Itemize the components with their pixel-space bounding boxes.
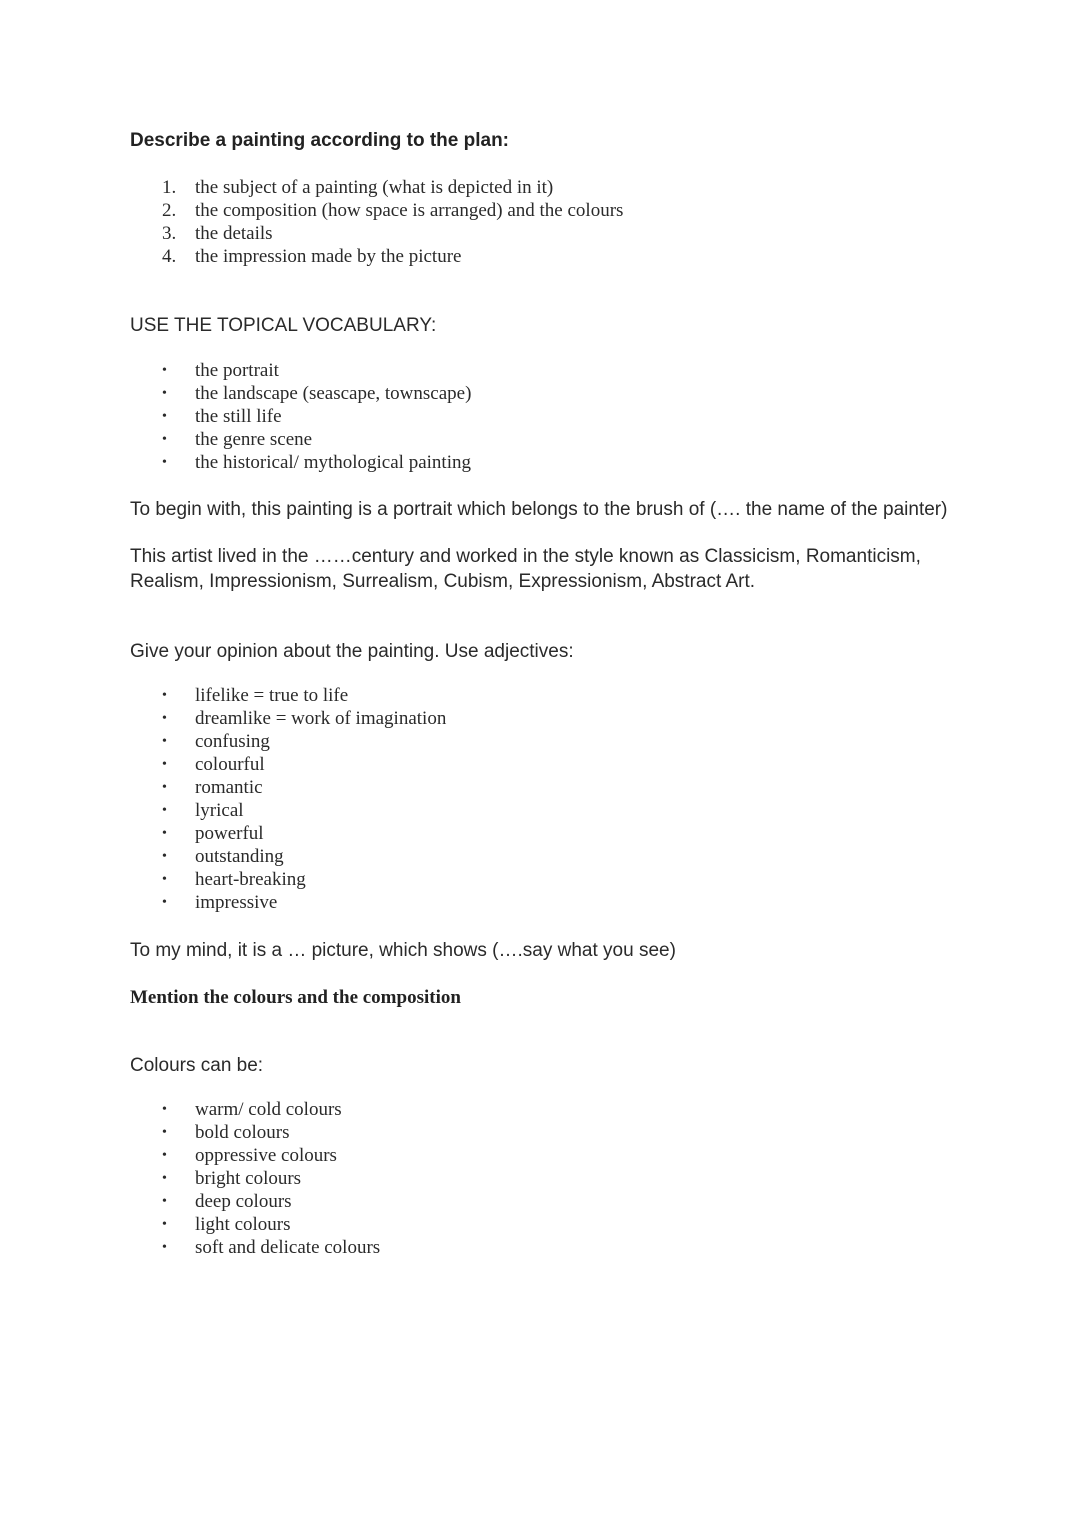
plan-item-number: 3. (162, 223, 177, 244)
list-item (130, 707, 950, 730)
bullet-icon: • (162, 455, 167, 470)
plan-item (130, 222, 950, 245)
plan-item-text: the details (195, 223, 273, 244)
bullet-icon: • (162, 734, 167, 749)
colours-heading: Colours can be: (130, 1055, 264, 1076)
list-item-text: the portrait (195, 360, 279, 381)
list-item-text: outstanding (195, 846, 284, 867)
plan-item-text: the subject of a painting (what is depicted in it) (195, 177, 554, 198)
opinion-heading: Give your opinion about the painting. Use adjectives: (130, 641, 574, 662)
plan-item-number: 4. (162, 246, 177, 267)
bullet-icon: • (162, 780, 167, 795)
list-item-text: warm/ cold colours (195, 1099, 342, 1120)
list-item (130, 382, 950, 405)
list-item-text: dreamlike = work of imagination (195, 708, 447, 729)
list-item-text: soft and delicate colours (195, 1237, 381, 1258)
list-item (130, 1121, 950, 1144)
list-item (130, 405, 950, 428)
vocabulary-heading: USE THE TOPICAL VOCABULARY: (130, 315, 437, 336)
list-item (130, 451, 950, 474)
list-item-text: light colours (195, 1214, 291, 1235)
plan-item-text: the impression made by the picture (195, 246, 462, 267)
plan-item-text: the composition (how space is arranged) and the colours (195, 200, 624, 221)
plan-item (130, 245, 950, 268)
list-item (130, 845, 950, 868)
document-page (130, 128, 950, 1259)
bullet-icon: • (162, 1171, 167, 1186)
list-item-text: lifelike = true to life (195, 685, 349, 706)
list-item (130, 1213, 950, 1236)
plan-heading: Describe a painting according to the plan: (130, 130, 509, 151)
list-item-text: the genre scene (195, 429, 313, 450)
list-item (130, 753, 950, 776)
bullet-icon: • (162, 757, 167, 772)
bullet-icon: • (162, 386, 167, 401)
bullet-icon: • (162, 803, 167, 818)
plan-item (130, 199, 950, 222)
plan-list (130, 176, 950, 268)
list-item (130, 1190, 950, 1213)
bullet-icon: • (162, 409, 167, 424)
list-item-text: confusing (195, 731, 270, 752)
bullet-icon: • (162, 895, 167, 910)
adjective-list (130, 684, 950, 914)
list-item-text: bright colours (195, 1168, 302, 1189)
intro-paragraph-2: This artist lived in the ……century and worked in the style known as Classicism, Romanticism, Realism, Impressionism, Surrealism, Cubism, Expressionism, Abstract Art. (130, 546, 921, 592)
plan-item (130, 176, 950, 199)
list-item-text: lyrical (195, 800, 244, 821)
list-item (130, 799, 950, 822)
bullet-icon: • (162, 432, 167, 447)
colours-list (130, 1098, 950, 1259)
list-item (130, 1236, 950, 1259)
list-item-text: the still life (195, 406, 282, 427)
list-item (130, 868, 950, 891)
list-item-text: impressive (195, 892, 278, 913)
bullet-icon: • (162, 711, 167, 726)
list-item-text: deep colours (195, 1191, 292, 1212)
list-item (130, 1167, 950, 1190)
list-item-text: colourful (195, 754, 265, 775)
list-item (130, 428, 950, 451)
plan-item-number: 2. (162, 200, 177, 221)
vocabulary-list (130, 359, 950, 474)
list-item-text: oppressive colours (195, 1145, 337, 1166)
bullet-icon: • (162, 1194, 167, 1209)
bullet-icon: • (162, 363, 167, 378)
bullet-icon: • (162, 1148, 167, 1163)
list-item-text: the historical/ mythological painting (195, 452, 471, 473)
bullet-icon: • (162, 1217, 167, 1232)
plan-item-number: 1. (162, 177, 177, 198)
bullet-icon: • (162, 872, 167, 887)
list-item (130, 1144, 950, 1167)
list-item (130, 776, 950, 799)
bullet-icon: • (162, 826, 167, 841)
list-item (130, 822, 950, 845)
list-item (130, 359, 950, 382)
list-item (130, 730, 950, 753)
bullet-icon: • (162, 849, 167, 864)
list-item (130, 684, 950, 707)
intro-paragraph-1: To begin with, this painting is a portrait which belongs to the brush of (…. the name of the painter) (130, 499, 948, 520)
list-item (130, 891, 950, 914)
bullet-icon: • (162, 688, 167, 703)
bullet-icon: • (162, 1240, 167, 1255)
list-item-text: powerful (195, 823, 264, 844)
list-item-text: romantic (195, 777, 263, 798)
list-item-text: heart-breaking (195, 869, 306, 890)
list-item-text: bold colours (195, 1122, 290, 1143)
colours-composition-heading: Mention the colours and the composition (130, 987, 461, 1008)
bullet-icon: • (162, 1125, 167, 1140)
list-item-text: the landscape (seascape, townscape) (195, 383, 472, 404)
opinion-sentence: To my mind, it is a … picture, which shows (….say what you see) (130, 940, 676, 961)
list-item (130, 1098, 950, 1121)
bullet-icon: • (162, 1102, 167, 1117)
